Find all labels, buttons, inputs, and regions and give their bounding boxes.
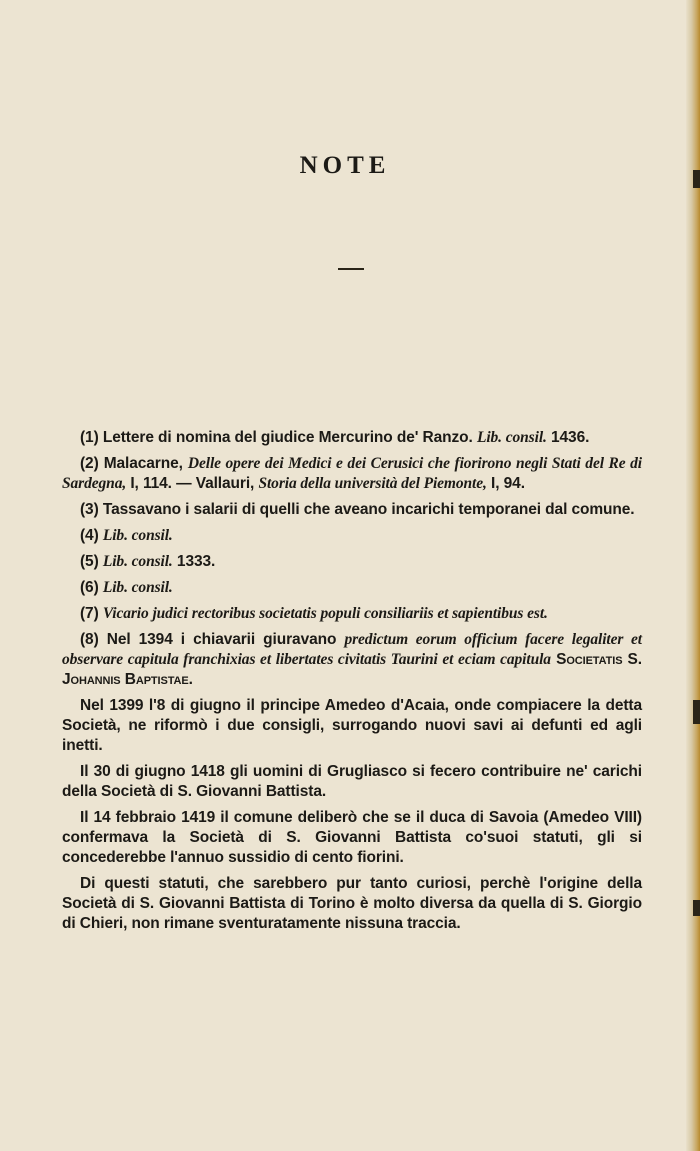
edge-mark bbox=[693, 170, 700, 188]
note-8 bbox=[62, 630, 642, 690]
note-italic-text: Lib. consil. bbox=[102, 579, 173, 596]
paragraph-4: Di questi statuti, che sarebbero pur tanto curiosi, perchè l'origine della Società di S. Giovanni Battista di Torino è molto diversa da quella di S. Giorgio di Chieri, non rimane sventuratamente nissuna traccia. bbox=[62, 875, 642, 932]
note-6 bbox=[62, 578, 642, 598]
note-italic-text: Lib. consil. bbox=[476, 429, 547, 446]
edge-mark bbox=[693, 700, 700, 724]
note-4 bbox=[62, 526, 642, 546]
note-1 bbox=[62, 428, 642, 448]
note-label: (1) bbox=[80, 429, 103, 446]
note-italic-text: Lib. consil. bbox=[102, 553, 173, 570]
note-5 bbox=[62, 552, 642, 572]
note-label: (3) bbox=[80, 501, 103, 518]
note-label: (4) bbox=[80, 527, 103, 544]
note-italic-text: Vicario judici rectoribus societatis populi consiliariis et sapientibus est. bbox=[102, 605, 548, 622]
paragraph-1: Nel 1399 l'8 di giugno il principe Amedeo d'Acaia, onde compiacere la detta Società, ne riformò i due consigli, surrogando nuovi savi ai defunti ed agli inetti. bbox=[62, 697, 642, 754]
note-label: (7) bbox=[80, 605, 103, 622]
paragraph-2: Il 30 di giugno 1418 gli uomini di Grugliasco si fecero contribuire ne' carichi della Società di S. Giovanni Battista. bbox=[62, 763, 642, 800]
note-2 bbox=[62, 454, 642, 494]
page-title: NOTE bbox=[299, 152, 391, 179]
note-italic-text: predictum eorum officium facere legaliter et observare capitula franchixias et libertates civitatis Taurini et eciam capitula bbox=[62, 631, 642, 668]
paragraph-list bbox=[62, 696, 642, 934]
note-text: Nel 1394 i chiavarii giuravano bbox=[106, 631, 345, 648]
note-text: Malacarne, bbox=[103, 455, 188, 472]
note-italic-text: Lib. consil. bbox=[102, 527, 173, 544]
note-text: 1436. bbox=[546, 429, 590, 446]
note-italic-text: Delle opere dei Medici e dei Cerusici che fiorirono negli Stati del Re di Sardegna, bbox=[62, 455, 643, 492]
paragraph-3: Il 14 febbraio 1419 il comune deliberò che se il duca di Savoia (Amedeo VIII) confermava la Società di S. Giovanni Battista co'suoi statuti, gli si concederebbe l'annuo sussidio di cento fiorini. bbox=[62, 809, 642, 866]
note-text: I, 94. bbox=[486, 475, 525, 492]
note-list bbox=[62, 428, 642, 690]
note-italic-text: Storia della università del Piemonte, bbox=[258, 475, 487, 492]
note-label: (2) bbox=[80, 455, 104, 472]
note-3 bbox=[62, 500, 642, 520]
note-label: (5) bbox=[80, 553, 103, 570]
note-smallcaps-text: Societatis S. Johannis Baptistae. bbox=[62, 651, 642, 688]
notes-section bbox=[62, 428, 642, 940]
note-7 bbox=[62, 604, 642, 624]
edge-mark bbox=[693, 900, 700, 916]
note-text: I, 114. — Vallauri, bbox=[126, 475, 259, 492]
note-label: (6) bbox=[80, 579, 103, 596]
note-text: 1333. bbox=[172, 553, 216, 570]
note-label: (8) bbox=[80, 631, 107, 648]
note-text: Tassavano i salarii di quelli che aveano incarichi temporanei dal comune. bbox=[102, 501, 635, 518]
note-text: Lettere di nomina del giudice Mercurino de' Ranzo. bbox=[102, 429, 477, 446]
title-rule bbox=[338, 268, 364, 270]
